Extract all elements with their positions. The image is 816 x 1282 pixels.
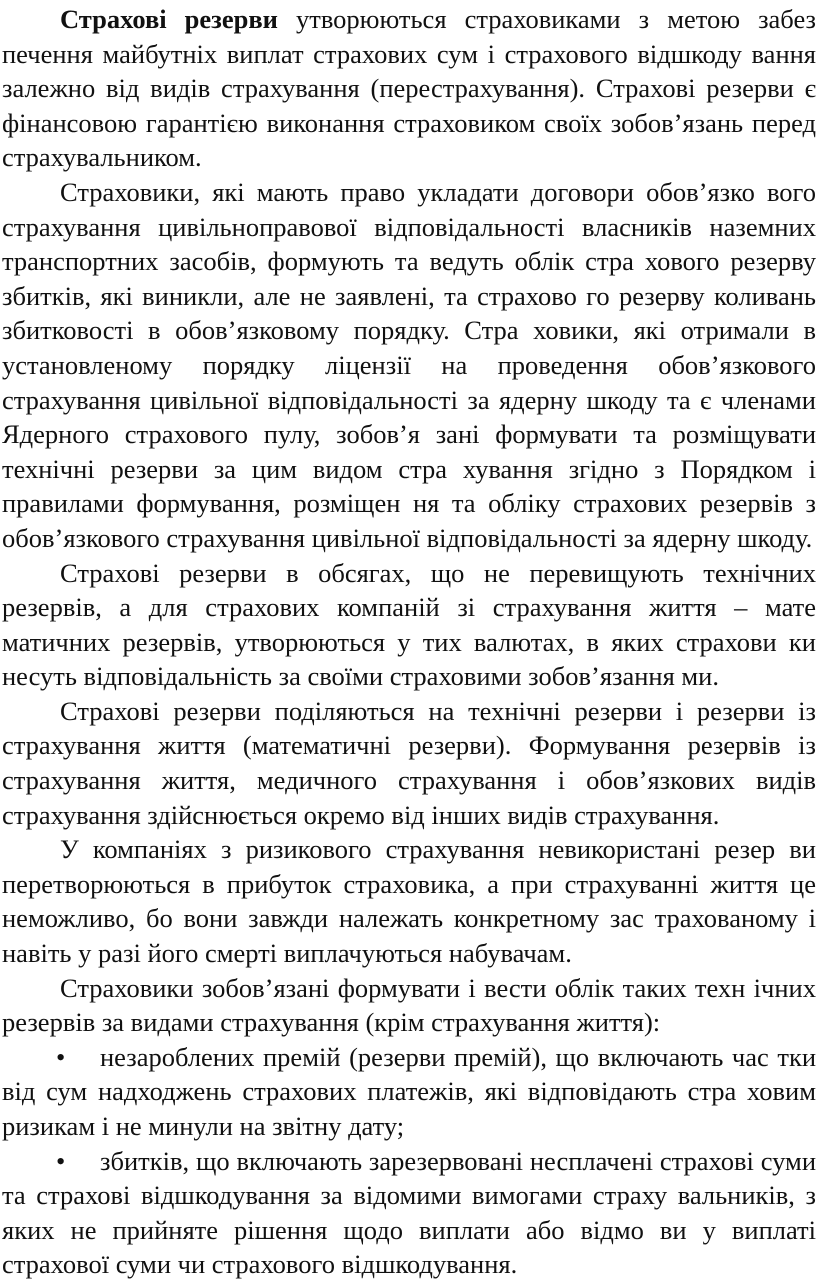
list-item-text: незароблених премій (резерви премій), що включають час тки від сум надходжень страхових платежів, які відповідають стра ховим ризикам і не минули на звітну дату; bbox=[2, 1041, 816, 1141]
paragraph-reserve-types: Страхові резерви поділяються на технічні резерви і резерви із страхування життя (математичні резерви). Формування резервів із страхування життя, медичного страхування і обов’язкових видів страхування здійснюється окремо від інших видів страхування. bbox=[2, 695, 816, 830]
paragraph-insurance-reserves-definition bbox=[2, 2, 816, 175]
paragraph-reserve-currencies: Страхові резерви в обсягах, що не перевищують технічних резервів, а для страхових компаній зі страхування життя – мате матичних резервів, утворюються у тих валютах, в яких страхови ки несуть відповідальність за своїми страховими зобов’язання ми. bbox=[2, 557, 816, 692]
paragraph-text: утворюються страховиками з метою забез печення майбутніх виплат страхових сум і страхового відшкоду вання залежно від видів страхування (перестрахування). Страхові резерви є фінансовою гарантією виконання страховиком своїх зобов’язань перед страхувальником. bbox=[2, 4, 816, 173]
list-item-unearned-premiums bbox=[2, 1040, 816, 1144]
term-insurance-reserves: Страхові резерви bbox=[60, 4, 278, 34]
paragraph-mandatory-insurers: Страховики, які мають право укладати договори обов’язко вого страхування цивільноправової відповідальності власників наземних транспортних засобів, формують та ведуть облік стра хового резерву збитків, які виникли, але не заявлені, та страхово го резерву коливань збитковості в обов’язковому порядку. Стра ховики, які отримали в установленому порядку ліцензії на проведення обов’язкового страхування цивільної відповідальності за ядерну шкоду та є членами Ядерного страхового пулу, зобов’я зані формувати та розміщувати технічні резерви за цим видом стра хування згідно з Порядком і правилами формування, розміщен ня та обліку страхових резервів з обов’язкового страхування цивільної відповідальності за ядерну шкоду. bbox=[2, 176, 816, 553]
bullet-marker: • bbox=[56, 1041, 66, 1072]
paragraph-technical-reserves-intro: Страховики зобов’язані формувати і вести облік таких техн ічних резервів за видами страхування (крім страхування життя): bbox=[2, 972, 816, 1038]
bullet-marker: • bbox=[56, 1145, 66, 1176]
paragraph-risk-insurance-profit: У компаніях з ризикового страхування невикористані резер ви перетворюються в прибуток страховика, а при страхуванні життя це неможливо, бо вони завжди належать конкретному зас трахованому і навіть у разі його смерті виплачуються набувачам. bbox=[2, 834, 816, 969]
list-item-losses bbox=[2, 1144, 816, 1282]
list-item-text: збитків, що включають зарезервовані несплачені страхові суми та страхові відшкодування за відомими вимогами страху вальників, з яких не прийняте рішення щодо виплати або відмо ви у виплаті страхової суми чи страхового відшкодування. bbox=[2, 1145, 816, 1280]
